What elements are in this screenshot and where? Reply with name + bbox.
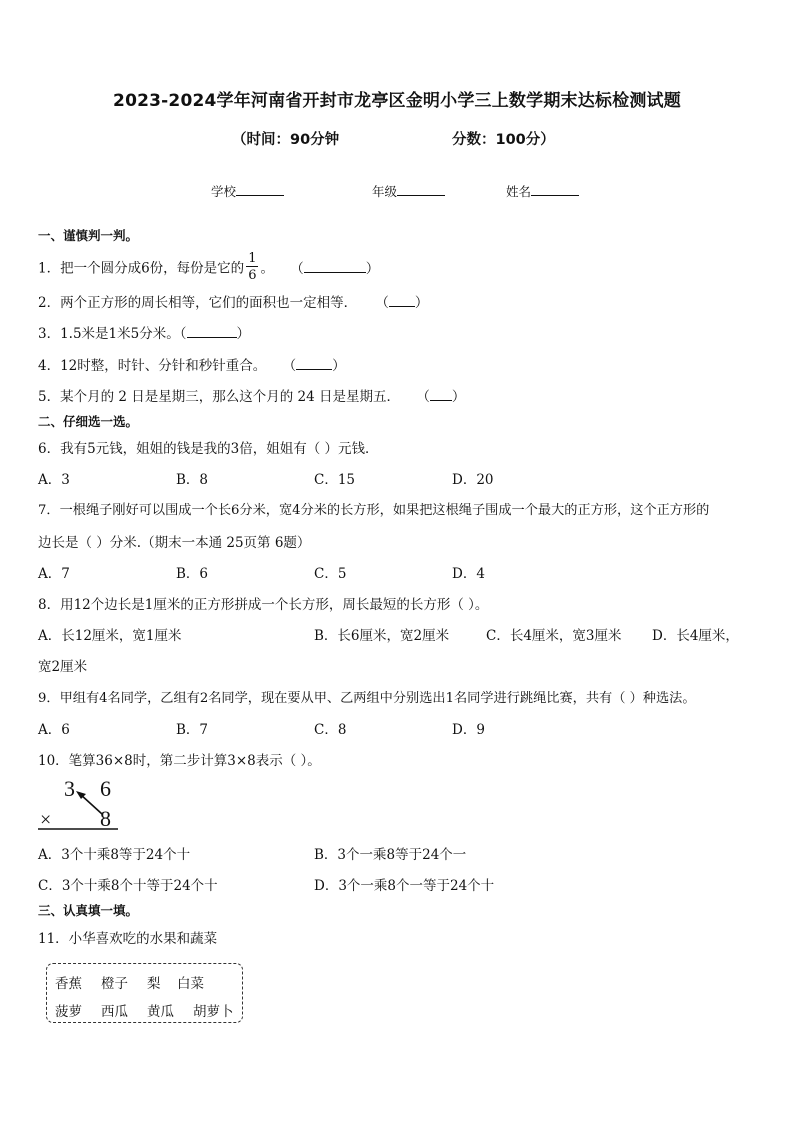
q6-option-b[interactable]: B．8 [176, 472, 209, 488]
q7-option-b[interactable]: B．6 [176, 566, 209, 582]
q8-option-a[interactable]: A．长12厘米，宽1厘米 [38, 628, 182, 644]
food-item: 白菜 [177, 976, 204, 992]
q10-option-d[interactable]: D．3个一乘8个一等于24个十 [314, 878, 495, 894]
q8-option-d-continued: 宽2厘米 [38, 659, 88, 675]
q8-option-c[interactable]: C．长4厘米，宽3厘米 [486, 628, 622, 644]
answer-blank-2[interactable] [389, 294, 415, 307]
question-2: 2．两个正方形的周长相等，它们的面积也一定相等． （ ） [38, 295, 429, 311]
food-item: 西瓜 [101, 1004, 128, 1020]
q9-option-d[interactable]: D．9 [452, 722, 485, 738]
q10-option-a[interactable]: A．3个十乘8等于24个十 [38, 847, 191, 863]
school-blank[interactable] [236, 183, 284, 196]
name-label: 姓名 [506, 184, 532, 199]
digit-6: 6 [100, 776, 111, 801]
q7-option-c[interactable]: C．5 [314, 566, 347, 582]
question-1-text: 1．把一个圆分成6份，每份是它的 [38, 260, 245, 277]
fraction-one-sixth [246, 252, 258, 282]
exam-time: （时间：90分钟 [232, 132, 340, 148]
arrow-icon [80, 794, 102, 814]
question-1-tail: 。 [260, 260, 274, 277]
q6-option-c[interactable]: C．15 [314, 472, 356, 488]
q6-option-a[interactable]: A．3 [38, 472, 70, 488]
fraction-denominator: 6 [248, 268, 257, 283]
q8-option-b[interactable]: B．长6厘米，宽2厘米 [314, 628, 450, 644]
question-8: 8．用12个边长是1厘米的正方形拼成一个长方形，周长最短的长方形（ ）。 [38, 597, 489, 613]
question-7-line-1: 7．一根绳子刚好可以围成一个长6分米，宽4分米的长方形，如果把这根绳子围成一个最大的正方形，这个正方形的 [38, 503, 710, 518]
question-5-text: 5．某个月的 2 日是星期三，那么这个月的 24 日是星期五． [38, 389, 401, 405]
question-4-text: 4．12时整，时针、分针和秒针重合。 [38, 358, 267, 374]
food-item: 黄瓜 [147, 1004, 174, 1020]
q6-option-d[interactable]: D．20 [452, 472, 494, 488]
school-field [211, 182, 284, 200]
fraction-numerator: 1 [248, 251, 257, 266]
digit-8: 8 [100, 806, 111, 831]
food-item: 胡萝卜 [193, 1004, 234, 1020]
food-item: 橙子 [101, 976, 128, 992]
q7-option-a[interactable]: A．7 [38, 566, 70, 582]
school-label: 学校 [211, 184, 237, 199]
question-10: 10．笔算36×8时，第二步计算3×8表示（ ）。 [38, 753, 321, 769]
section-1-heading: 一、谨慎判一判。 [38, 228, 139, 243]
grade-label: 年级 [372, 184, 398, 199]
name-blank[interactable] [531, 183, 579, 196]
question-6: 6．我有5元钱，姐姐的钱是我的3倍，姐姐有（ ）元钱． [38, 441, 379, 457]
question-3: 3．1.5米是1米5分米。（ ） [38, 326, 250, 342]
name-field [506, 182, 579, 200]
question-1: 1．把一个圆分成6份，每份是它的 $\frac{1}{6}$ 。 （ ） [38, 251, 380, 283]
exam-score: 分数：100分） [452, 132, 555, 148]
q8-option-d[interactable]: D．长4厘米， [652, 628, 739, 644]
food-item: 梨 [147, 976, 161, 992]
answer-blank-3[interactable] [187, 325, 237, 338]
q9-option-c[interactable]: C．8 [314, 722, 347, 738]
q10-option-c[interactable]: C．3个十乘8个十等于24个十 [38, 878, 218, 894]
food-list-box [46, 963, 243, 1023]
section-3-heading: 三、认真填一填。 [38, 903, 139, 918]
page-title: 2023-2024学年河南省开封市龙亭区金明小学三上数学期末达标检测试题 [113, 91, 681, 111]
food-item: 菠萝 [55, 1004, 82, 1020]
times-sign: × [40, 809, 52, 831]
q9-option-a[interactable]: A．6 [38, 722, 70, 738]
grade-blank[interactable] [397, 183, 445, 196]
answer-blank-5[interactable] [430, 388, 452, 401]
question-5: 5．某个月的 2 日是星期三，那么这个月的 24 日是星期五． （ ） [38, 389, 466, 405]
q9-option-b[interactable]: B．7 [176, 722, 209, 738]
multiplication-diagram [36, 774, 126, 832]
food-item: 香蕉 [55, 976, 82, 992]
question-3-text: 3．1.5米是1米5分米。 [38, 326, 180, 342]
question-4: 4．12时整，时针、分针和秒针重合。 （ ） [38, 358, 346, 374]
answer-blank-1[interactable] [304, 260, 366, 273]
q7-option-d[interactable]: D．4 [452, 566, 485, 582]
section-2-heading: 二、仔细选一选。 [38, 414, 139, 429]
question-9: 9．甲组有4名同学，乙组有2名同学，现在要从甲、乙两组中分别选出1名同学进行跳绳比赛，共有（ ）种选法。 [38, 691, 696, 706]
answer-blank-4[interactable] [296, 357, 332, 370]
grade-field [372, 182, 445, 200]
q10-option-b[interactable]: B．3个一乘8等于24个一 [314, 847, 467, 863]
digit-3: 3 [64, 776, 75, 801]
question-11: 11．小华喜欢吃的水果和蔬菜 [38, 931, 218, 947]
question-7-line-2: 边长是（ ）分米.（期末一本通 25页第 6题） [38, 535, 311, 551]
question-2-text: 2．两个正方形的周长相等，它们的面积也一定相等． [38, 295, 358, 311]
